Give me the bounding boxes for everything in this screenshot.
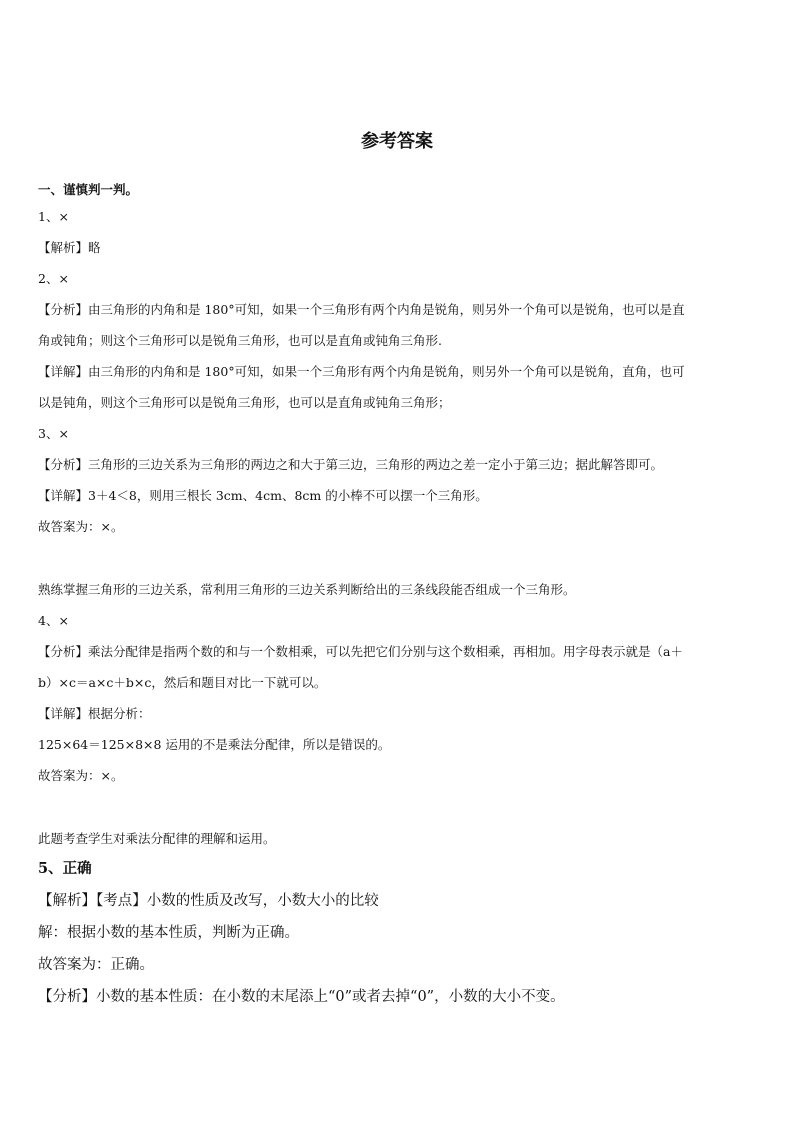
detail-3: 【详解】3＋4＜8，则用三根长 3cm、4cm、8cm 的小棒不可以摆一个三角形。: [38, 488, 488, 503]
detail-2-line-1: 【详解】由三角形的内角和是 180°可知，如果一个三角形有两个内角是锐角，则另外一个角可以是锐角，直角，也可: [38, 364, 685, 379]
analysis-2-line-2: 角或钝角；则这个三角形可以是锐角三角形，也可以是直角或钝角三角形.: [38, 333, 442, 348]
analysis-5: 【分析】小数的基本性质：在小数的末尾添上“0”或者去掉“0”，小数的大小不变。: [38, 989, 565, 1005]
explanation-5: 【解析】【考点】小数的性质及改写，小数大小的比较: [38, 893, 379, 909]
analysis-4-line-2: b）×c＝a×c＋b×c，然后和题目对比一下就可以。: [38, 675, 327, 690]
answer-5: 5、正确: [38, 860, 92, 877]
conclusion-3: 故答案为：×。: [38, 519, 124, 534]
conclusion-5: 故答案为：正确。: [38, 957, 154, 973]
answer-1: 1、×: [38, 209, 69, 224]
analysis-3: 【分析】三角形的三边关系为三角形的两边之和大于第三边，三角形的两边之差一定小于第三边；据此解答即可。: [38, 457, 664, 472]
explanation-1: 【解析】略: [38, 240, 101, 255]
solution-5: 解：根据小数的基本性质，判断为正确。: [38, 925, 299, 941]
analysis-4-line-1: 【分析】乘法分配律是指两个数的和与一个数相乘，可以先把它们分别与这个数相乘，再相加。用字母表示就是（a＋: [38, 644, 683, 659]
conclusion-4: 故答案为：×。: [38, 768, 124, 783]
answer-3: 3、×: [38, 426, 69, 441]
detail-2-line-2: 以是钝角，则这个三角形可以是锐角三角形，也可以是直角或钝角三角形；: [38, 395, 451, 410]
analysis-2-line-1: 【分析】由三角形的内角和是 180°可知，如果一个三角形有两个内角是锐角，则另外一个角可以是锐角，也可以是直: [38, 302, 685, 317]
detail-4: 【详解】根据分析：: [38, 706, 151, 721]
detail-4-equation: 125×64＝125×8×8 运用的不是乘法分配律，所以是错误的。: [38, 737, 391, 752]
comment-3: 熟练掌握三角形的三边关系，常利用三角形的三边关系判断给出的三条线段能否组成一个三角形。: [38, 582, 576, 597]
answer-4: 4、×: [38, 613, 69, 628]
section-heading: 一、谨慎判一判。: [38, 182, 139, 197]
answer-2: 2、×: [38, 271, 69, 286]
page-title: 参考答案: [361, 131, 433, 152]
comment-4: 此题考查学生对乘法分配律的理解和运用。: [38, 831, 276, 846]
